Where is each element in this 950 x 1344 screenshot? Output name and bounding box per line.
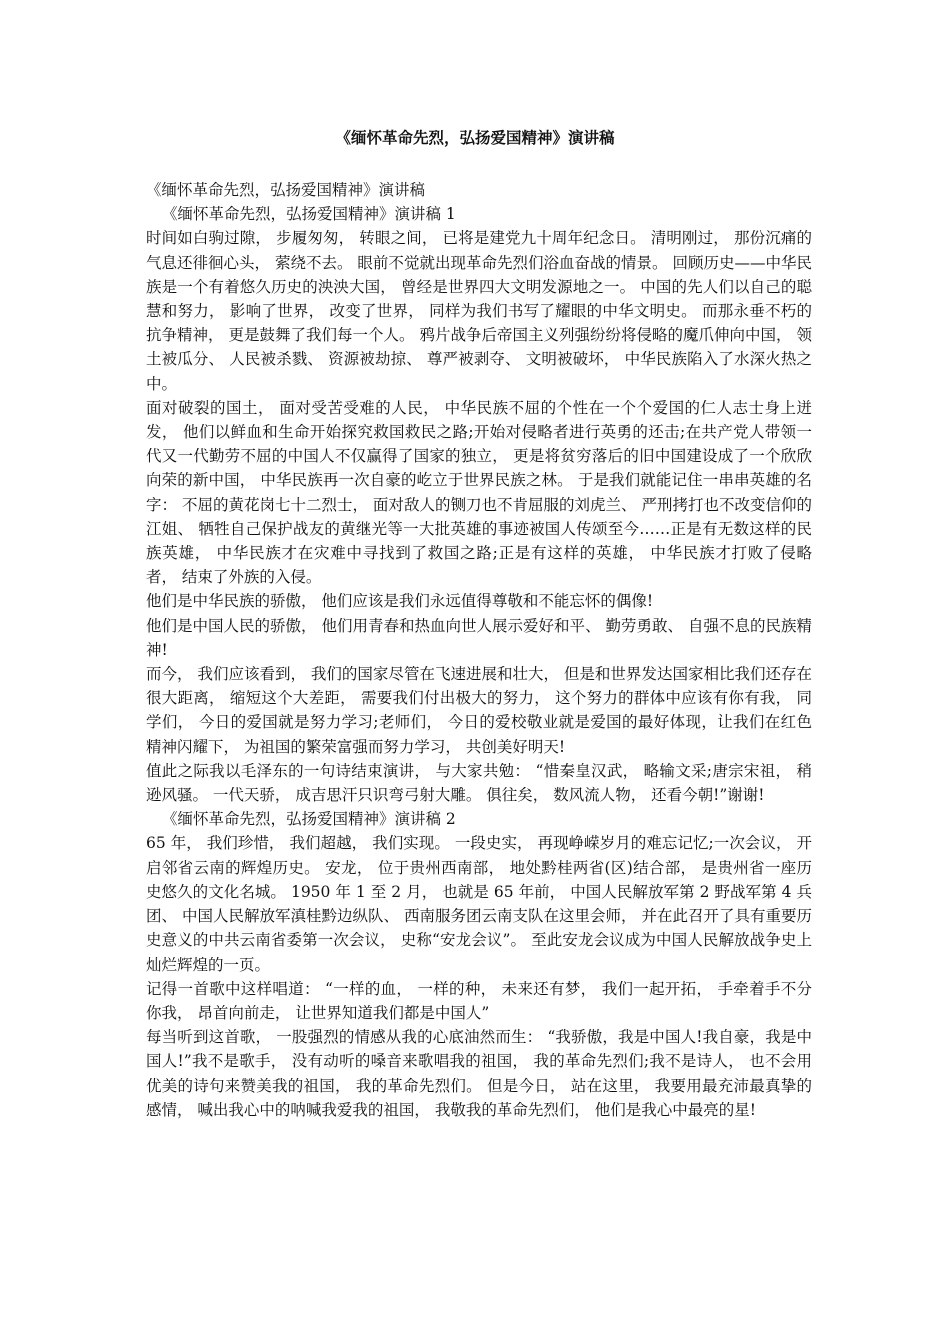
paragraph: 他们是中国人民的骄傲， 他们用青春和热血向世人展示爱好和平、 勤劳勇敢、 自强不息的民族精神!: [146, 616, 812, 659]
document-body: [146, 178, 812, 1122]
paragraph: 记得一首歌中这样唱道： “一样的血， 一样的种， 未来还有梦， 我们一起开拓， 手牵着手不分你我， 昂首向前走， 让世界知道我们都是中国人”: [146, 979, 812, 1022]
paragraph: 而今， 我们应该看到， 我们的国家尽管在飞速进展和壮大， 但是和世界发达国家相比我们还存在很大距离， 缩短这个大差距， 需要我们付出极大的努力， 这个努力的群体中应该有你有我， 同学们， 今日的爱国就是努力学习;老师们， 今日的爱校敬业就是爱国的最好体现，让我们在红色精神闪耀下， 为祖国的繁荣富强而努力学习， 共创美好明天!: [146, 665, 812, 756]
document-heading: 《缅怀革命先烈，弘扬爱国精神》演讲稿: [146, 181, 426, 199]
section-heading-1: 《缅怀革命先烈，弘扬爱国精神》演讲稿 1: [162, 205, 456, 224]
paragraph: 他们是中华民族的骄傲， 他们应该是我们永远值得尊敬和不能忘怀的偶像!: [146, 592, 654, 611]
page-title: 《缅怀革命先烈，弘扬爱国精神》演讲稿: [335, 128, 615, 147]
paragraph: 值此之际我以毛泽东的一句诗结束演讲， 与大家共勉： “惜秦皇汉武， 略输文采;唐宗宋祖， 稍逊风骚。 一代天骄， 成吉思汗只识弯弓射大雕。 俱往矣， 数风流人物， 还看今朝!”谢谢!: [146, 761, 812, 805]
paragraph: 每当听到这首歌， 一股强烈的情感从我的心底油然而生： “我骄傲，我是中国人!我自豪，我是中国人!”我不是歌手， 没有动听的嗓音来歌唱我的祖国， 我的革命先烈们;我不是诗人， 也不会用优美的诗句来赞美我的祖国， 我的革命先烈们。 但是今日， 站在这里， 我要用最充沛最真挚的感情， 喊出我心中的呐喊我爱我的祖国， 我敬我的革命先烈们， 他们是我心中最亮的星!: [146, 1028, 812, 1119]
paragraph: 65 年， 我们珍惜， 我们超越， 我们实现。 一段史实， 再现峥嵘岁月的难忘记忆;一次会议， 开启邻省云南的辉煌历史。 安龙， 位于贵州西南部， 地处黔桂两省(区)结合部， 是贵州省一座历史悠久的文化名城。 1950 年 1 至 2 月， 也就是 65 年前， 中国人民解放军第 2 野战军第 4 兵团、 中国人民解放军滇桂黔边纵队、 西南服务团云南支队在这里会师， 并在此召开了具有重要历史意义的中共云南省委第一次会议， 史称“安龙会议”。 至此安龙会议成为中国人民解放战争史上灿烂辉煌的一页。: [146, 834, 812, 974]
section-heading-2: 《缅怀革命先烈，弘扬爱国精神》演讲稿 2: [162, 810, 456, 829]
paragraph: 时间如白驹过隙， 步履匆匆， 转眼之间， 已将是建党九十周年纪念日。 清明刚过， 那份沉痛的气息还徘徊心头， 萦绕不去。 眼前不觉就出现革命先烈们浴血奋战的情景。 回顾历史——中华民族是一个有着悠久历史的泱泱大国， 曾经是世界四大文明发源地之一。 中国的先人们以自己的聪慧和努力， 影响了世界， 改变了世界， 同样为我们书写了耀眼的中华文明史。 而那永垂不朽的抗争精神， 更是鼓舞了我们每一个人。 鸦片战争后帝国主义列强纷纷将侵略的魔爪伸向中国， 领土被瓜分、 人民被杀戮、 资源被劫掠、 尊严被剥夺、 文明被破坏， 中华民族陷入了水深火热之中。: [146, 229, 812, 393]
paragraph: 面对破裂的国土， 面对受苦受难的人民， 中华民族不屈的个性在一个个爱国的仁人志士身上迸发， 他们以鲜血和生命开始探究救国救民之路;开始对侵略者进行英勇的还击;在共产党人带领一代又一代勤劳不屈的中国人不仅赢得了国家的独立， 更是将贫穷落后的旧中国建设成了一个欣欣向荣的新中国， 中华民族再一次自豪的屹立于世界民族之林。 于是我们就能记住一串串英雄的名字： 不屈的黄花岗七十二烈士， 面对敌人的铡刀也不肯屈服的刘虎兰、 严刑拷打也不改变信仰的江姐、 牺牲自己保护战友的黄继光等一大批英雄的事迹被国人传颂至今……正是有无数这样的民族英雄， 中华民族才在灾难中寻找到了救国之路;正是有这样的英雄， 中华民族才打败了侵略者， 结束了外族的入侵。: [146, 398, 812, 587]
